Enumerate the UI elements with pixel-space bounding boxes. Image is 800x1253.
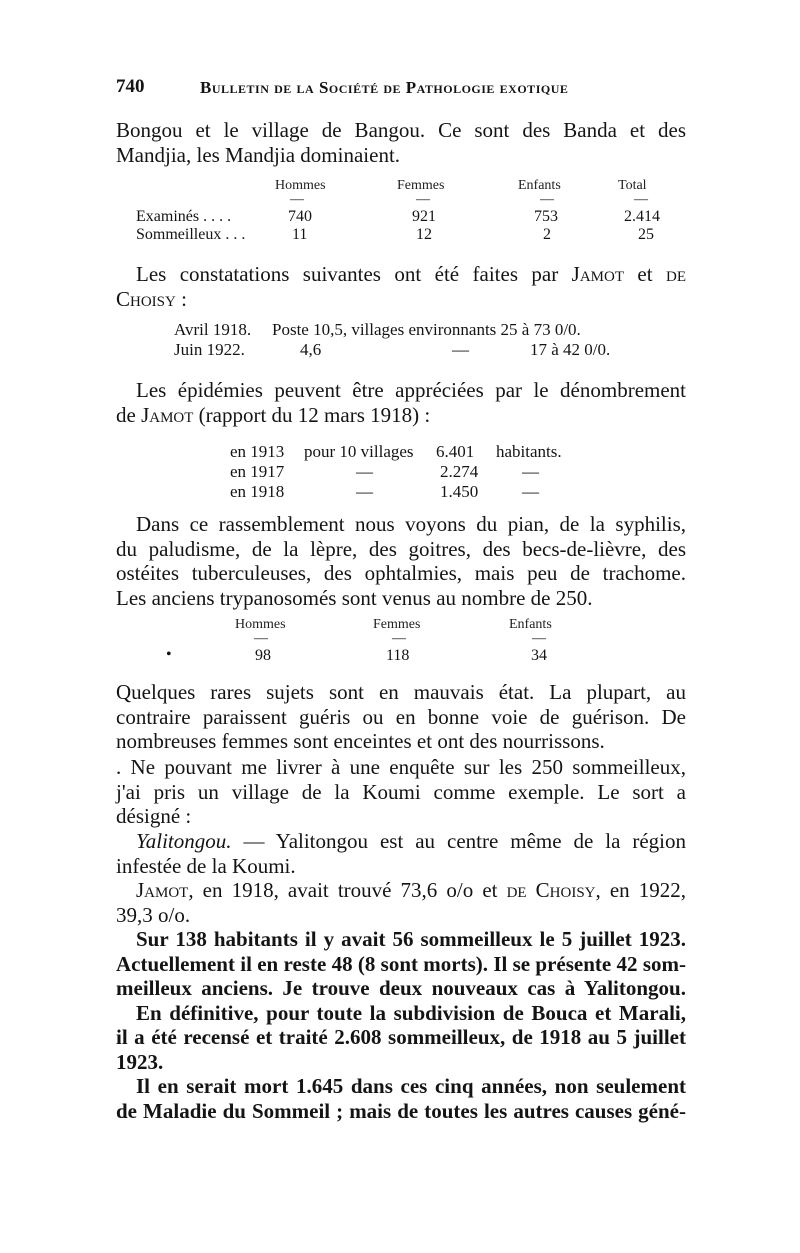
text-line: [116, 287, 686, 312]
stat-value: 4,6: [300, 340, 322, 359]
stat-unit: —: [522, 482, 539, 501]
table-cell: 2.414: [624, 208, 660, 225]
stat-year: en 1918: [230, 482, 285, 501]
column-header-hommes: Hommes: [275, 178, 326, 193]
row-label-examines: Examinés . . . .: [136, 208, 232, 225]
table-cell: 740: [288, 208, 312, 225]
stat-mid: —: [356, 482, 373, 501]
stat-date: Juin 1922.: [174, 340, 245, 359]
text-line: nombreuses femmes sont enceintes et ont des nourrissons.: [116, 729, 605, 753]
text-line: Sur 138 habitants il y avait 56 sommeilleux le 5 juillet 1923.: [136, 927, 686, 951]
text-line: Quelques rares sujets sont en mauvais état. La plupart, au: [116, 680, 686, 704]
text-line: il a été recensé et traité 2.608 sommeilleux, de 1918 au 5 juillet: [116, 1025, 686, 1049]
text-line: désigné :: [116, 804, 192, 828]
stat-range: 17 à 42 0/0.: [530, 340, 611, 359]
constatations-paragraph: [116, 262, 686, 311]
stat-mid: pour 10 villages: [304, 442, 414, 461]
text-line: Les anciens trypanosomés sont venus au nombre de 250.: [116, 585, 593, 610]
jamot-paragraph: [116, 878, 686, 927]
text-line: meilleux anciens. Je trouve deux nouveaux cas à Yalitongou.: [116, 976, 686, 1000]
text-line: 1923.: [116, 1049, 164, 1074]
text-line: du paludisme, de la lèpre, des goitres, des becs-de-lièvre, des: [116, 536, 686, 561]
yalitongou-paragraph: [116, 829, 686, 878]
page-number: 740: [116, 76, 145, 97]
header-dash: —: [540, 192, 554, 207]
text-line: ostéites tuberculeuses, des ophtalmies, mais peu de trachome.: [116, 561, 686, 585]
column-header-femmes: Femmes: [373, 617, 421, 632]
enquete-paragraph: [116, 755, 686, 829]
epidemie-paragraph: [116, 378, 686, 427]
author-name: Choisy: [535, 878, 596, 902]
table-cell: 25: [638, 226, 654, 243]
text-line: [116, 262, 686, 287]
header-dash: —: [416, 192, 430, 207]
table-cell: 2: [543, 226, 551, 243]
author-name: Choisy: [116, 286, 176, 311]
header-dash: —: [532, 631, 546, 646]
header-dash: —: [290, 192, 304, 207]
text-line: 39,3 o/o.: [116, 902, 191, 927]
particle: de: [506, 878, 527, 902]
author-name: Jamot: [571, 262, 624, 286]
text-line: de Maladie du Sommeil ; mais de toutes les autres causes géné-: [116, 1098, 686, 1123]
column-header-femmes: Femmes: [397, 178, 445, 193]
column-header-total: Total: [618, 178, 647, 193]
column-header-enfants: Enfants: [509, 617, 552, 632]
text-fragment: et: [637, 262, 653, 286]
running-title: Bulletin de la Société de Pathologie exotique: [200, 78, 569, 97]
particle: de: [666, 262, 686, 286]
bold-paragraph: [116, 927, 686, 1123]
author-name: Jamot: [136, 878, 189, 902]
header-dash: —: [254, 631, 268, 646]
stat-count: 1.450: [440, 482, 479, 501]
stat-year: en 1917: [230, 462, 285, 481]
row-bullet: •: [166, 646, 172, 663]
table-cell: 11: [292, 226, 308, 243]
table-cell: 753: [534, 208, 558, 225]
column-header-enfants: Enfants: [518, 178, 561, 193]
row-label-sommeilleux: Sommeilleux . . .: [136, 226, 246, 243]
header-dash: —: [634, 192, 648, 207]
stat-date: Avril 1918.: [174, 320, 252, 339]
table-cell: 118: [386, 647, 410, 664]
rassemblement-paragraph: [116, 512, 686, 610]
text-line: Les épidémies peuvent être appréciées par le dénombrement: [136, 378, 686, 402]
place-title: Yalitongou.: [136, 829, 232, 853]
text-line: Actuellement il en reste 48 (8 sont morts). Il se présente 42 som-: [116, 951, 686, 976]
text-line: [116, 403, 686, 428]
text-fragment: , en 1922,: [595, 878, 687, 902]
author-name: Jamot: [141, 402, 194, 427]
column-header-hommes: Hommes: [235, 617, 286, 632]
text-fragment: (rapport du 12 mars 1918) :: [198, 402, 431, 427]
text-fragment: — Yalitongou est au centre même de la région: [243, 829, 687, 853]
text-fragment: , en 1918, avait trouvé 73,6 o/o et: [188, 878, 498, 902]
stat-mid: —: [356, 462, 373, 481]
quelques-paragraph: [116, 680, 686, 754]
stat-unit: —: [522, 462, 539, 481]
text-fragment: Les constatations suivantes ont été faites par: [136, 262, 559, 286]
text-line: j'ai pris un village de la Koumi comme exemple. Le sort a: [116, 779, 686, 804]
text-line: En définitive, pour toute la subdivision de Bouca et Marali,: [136, 1000, 686, 1025]
stat-text: Poste 10,5, villages environnants 25 à 73 0/0.: [272, 320, 581, 339]
text-line: Il en serait mort 1.645 dans ces cinq années, non seulement: [136, 1074, 686, 1098]
stat-count: 6.401: [436, 442, 475, 461]
text-line: [116, 878, 686, 903]
text-line: infestée de la Koumi.: [116, 853, 296, 878]
text-line: Mandjia, les Mandjia dominaient.: [116, 142, 401, 167]
text-line: Bongou et le village de Bangou. Ce sont des Banda et des: [116, 118, 686, 142]
text-fragment: de: [116, 402, 136, 427]
table-cell: 12: [416, 226, 432, 243]
table-cell: 921: [412, 208, 436, 225]
text-line: Dans ce rassemblement nous voyons du pian, de la syphilis,: [136, 512, 686, 536]
text-fragment: :: [175, 286, 187, 311]
text-line: contraire paraissent guéris ou en bonne voie de guérison. De: [116, 704, 686, 729]
header-dash: —: [392, 631, 406, 646]
text-line: [116, 829, 686, 854]
stat-count: 2.274: [440, 462, 479, 481]
stat-dash: —: [452, 340, 469, 359]
table-cell: 98: [255, 647, 271, 664]
text-line: . Ne pouvant me livrer à une enquête sur les 250 sommeilleux,: [116, 755, 686, 779]
stat-year: en 1913: [230, 442, 285, 461]
stat-unit: habitants.: [496, 442, 562, 461]
table-cell: 34: [531, 647, 547, 664]
intro-paragraph: [116, 118, 686, 167]
